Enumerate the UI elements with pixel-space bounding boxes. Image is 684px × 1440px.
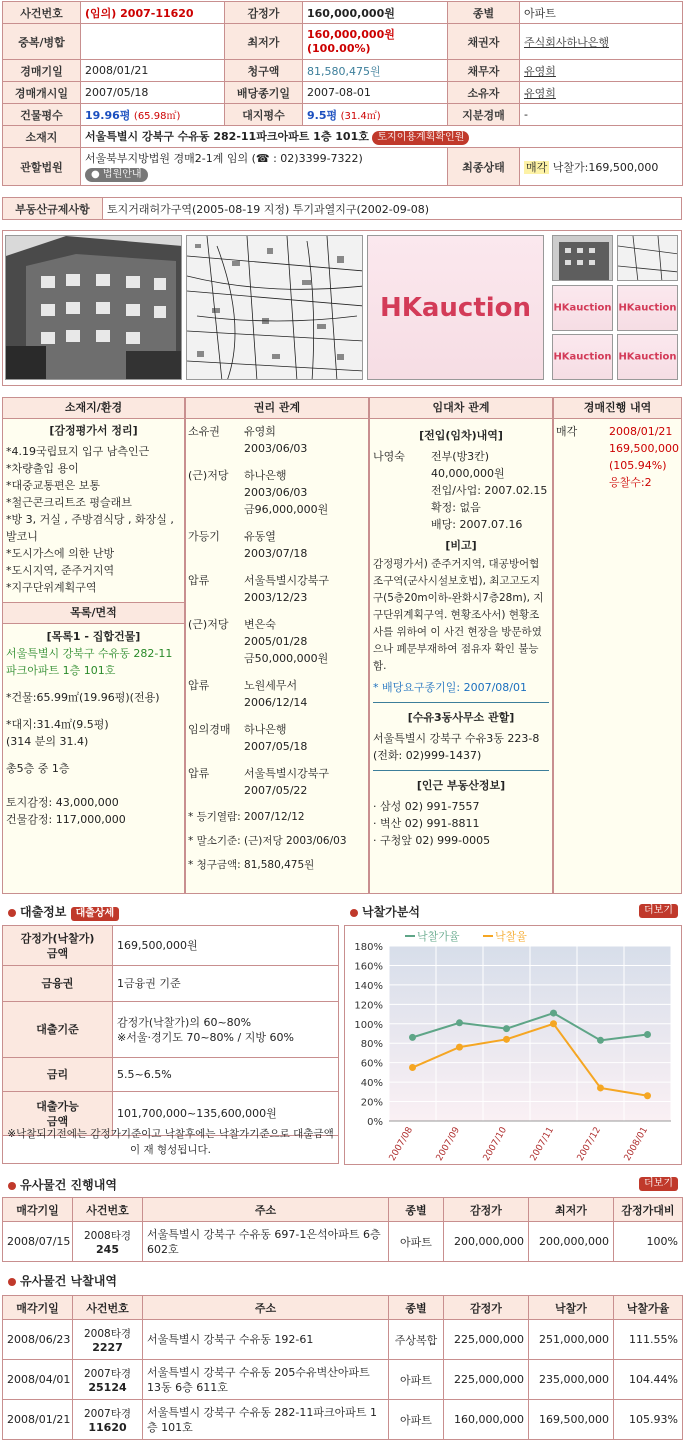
date-cell: 2008/06/23	[3, 1320, 73, 1360]
y-tick-label: 20%	[360, 1097, 383, 1109]
rights-note: * 청구금액: 81,580,475원	[188, 859, 315, 871]
rights-kind: (근)저당	[188, 469, 229, 482]
y-tick-label: 80%	[360, 1039, 383, 1051]
column-header: 최저가	[529, 1198, 614, 1222]
tenant-line: 전입/사업: 2007.02.15	[431, 484, 548, 497]
rights-detail	[244, 572, 329, 606]
case-no: 11620	[88, 1420, 127, 1434]
land-use-plan-button[interactable]: 토지이용계획확인원	[372, 131, 469, 145]
rights-kind: 압류	[188, 767, 210, 780]
court-label: 관할법원	[3, 148, 81, 186]
address-cell[interactable]: 서울특별시 강북구 수유동 205수유벽산아파트 13동 6층 611호	[143, 1360, 389, 1400]
deadline-label: 배당종기일	[225, 82, 303, 104]
agent-item: · 구청앞 02) 999-0005	[373, 834, 491, 847]
loan-value: 감정가(낙찰가)의 60~80% ※서울·경기도 70~80% / 지방 60%	[113, 1002, 339, 1058]
loan-label: 대출기준	[3, 1002, 113, 1058]
type-cell: 아파트	[389, 1400, 444, 1440]
data-point	[597, 1037, 604, 1044]
rights-line: 유동열	[244, 530, 276, 543]
x-tick-label: 2007/10	[481, 1125, 510, 1163]
land-area: 9.5평 (31.4㎡)	[303, 104, 448, 126]
y-tick-label: 0%	[367, 1117, 383, 1128]
loan-label: 대출가능 금액	[3, 1092, 113, 1136]
case-year: 2007타경	[83, 1407, 131, 1420]
type-cell: 아파트	[389, 1360, 444, 1400]
bullet-icon	[350, 909, 358, 917]
type-value: 아파트	[520, 2, 683, 24]
case-cell[interactable]	[73, 1360, 143, 1400]
address-cell[interactable]: 서울특별시 강북구 수유동 192-61	[143, 1320, 389, 1360]
rights-line: 서울특별시강북구	[244, 767, 330, 780]
column-header: 낙찰가	[529, 1296, 614, 1320]
rights-line: 2003/06/03	[244, 442, 308, 455]
column-header: 감정가대비	[614, 1198, 683, 1222]
y-tick-label: 160%	[354, 961, 383, 973]
dividend-deadline: * 배당요구종기일: 2007/08/01	[373, 681, 527, 694]
loan-section-title: 대출정보 대출상세	[8, 904, 119, 921]
loan-value: 101,700,000~135,600,000원	[113, 1092, 339, 1136]
y-tick-label: 40%	[360, 1078, 383, 1090]
case-number-label: 사건번호	[3, 2, 81, 24]
area-land: *대지:31.4㎡(9.5평)	[6, 718, 109, 731]
rights-line: 2003/12/23	[244, 591, 308, 604]
summary-table	[2, 1, 683, 186]
land-appraisal: 토지감정: 43,000,000	[6, 796, 119, 809]
loan-detail-button[interactable]: 대출상세	[71, 907, 120, 921]
data-point	[503, 1036, 510, 1043]
building-area-label: 건물평수	[3, 104, 81, 126]
agents-list	[373, 798, 549, 849]
data-point	[597, 1084, 604, 1091]
owner-label: 소유자	[448, 82, 520, 104]
thumb-2[interactable]	[617, 235, 678, 281]
env-item: *철근콘크리트조 평슬래브	[6, 496, 132, 509]
rights-header: 권리 관계	[185, 397, 369, 419]
thumb-5[interactable]: HKauction	[552, 334, 613, 380]
rate-cell: 104.44%	[614, 1360, 683, 1400]
rights-row	[188, 721, 366, 755]
area-share: (314 분의 31.4)	[6, 735, 89, 748]
loan-label: 감정가(낙찰가) 금액	[3, 926, 113, 966]
loan-row	[3, 926, 339, 966]
regulation-value: 토지거래허가구역(2005-08-19 지정) 투기과열지구(2002-09-08)	[103, 198, 682, 220]
map-photo[interactable]	[186, 235, 363, 380]
legend-label: 낙찰율	[495, 930, 527, 943]
column-header: 매각기일	[3, 1198, 73, 1222]
share-auction-label: 지분경매	[448, 104, 520, 126]
legend-label: 낙찰가율	[417, 930, 460, 943]
min-price: 160,000,000원 (100.00%)	[303, 24, 448, 60]
thumb-4[interactable]: HKauction	[617, 285, 678, 331]
similar-section-title: 유사물건 진행내역	[8, 1177, 117, 1193]
data-point	[550, 1020, 557, 1027]
progress-kind: 매각	[556, 425, 578, 438]
column-header: 사건번호	[73, 1198, 143, 1222]
rights-line: 2007/05/18	[244, 740, 308, 753]
regulation-row	[2, 197, 682, 220]
loan-value: 169,500,000원	[113, 926, 339, 966]
data-point	[503, 1025, 510, 1032]
env-item: *도시지역, 준주거지역	[6, 564, 115, 577]
x-tick-label: 2008/01	[622, 1125, 651, 1163]
rights-kind: 압류	[188, 679, 210, 692]
table-row[interactable]	[3, 1222, 683, 1262]
data-point	[644, 1031, 651, 1038]
creditor-link[interactable]: 주식회사하나은행	[520, 24, 683, 60]
rights-detail	[244, 423, 307, 457]
debtor-link[interactable]: 유영희	[520, 60, 683, 82]
env-title: [감정평가서 정리]	[49, 424, 138, 437]
price-cell: 235,000,000	[529, 1360, 614, 1400]
office-info: 서울특별시 강북구 수유3동 223-8 (전화: 02)999-1437)	[373, 732, 540, 762]
agent-item: · 벽산 02) 991-8811	[373, 817, 480, 830]
creditor-label: 채권자	[448, 24, 520, 60]
progress-detail: 2008/01/21 169,500,000 (105.94%) 응찰수:2	[609, 425, 679, 489]
rate-cell: 100%	[614, 1222, 683, 1262]
rights-line: 노원세무서	[244, 679, 298, 692]
bid-rate-chart	[345, 926, 681, 1164]
building-area: 19.96평 (65.98㎡)	[81, 104, 225, 126]
building-photo-icon	[6, 236, 182, 380]
rights-row	[188, 677, 366, 711]
case-number: (임의) 2007-11620	[81, 2, 225, 24]
rights-line: 유영희	[244, 425, 276, 438]
data-point	[456, 1044, 463, 1051]
bullet-icon	[8, 1182, 16, 1190]
case-no: 245	[96, 1242, 119, 1256]
tenant-name: 나영숙	[373, 450, 405, 463]
tenant-line: 40,000,000원	[431, 467, 505, 480]
thumb-map-icon	[618, 236, 678, 281]
x-tick-label: 2007/08	[387, 1125, 416, 1163]
rights-detail	[244, 765, 329, 799]
case-cell[interactable]	[73, 1320, 143, 1360]
tenant-details	[431, 448, 547, 533]
column-header: 사건번호	[73, 1296, 143, 1320]
bullet-icon	[8, 909, 16, 917]
appraisal-value: 160,000,000원	[303, 2, 448, 24]
rights-row	[188, 616, 366, 667]
info-icon: ●	[91, 169, 100, 180]
tenant-line: 배당: 2007.07.16	[431, 518, 523, 531]
column-header: 주소	[143, 1198, 389, 1222]
address-cell[interactable]: 서울특별시 강북구 수유동 697-1은석아파트 6층 602호	[143, 1222, 389, 1262]
loan-note: ※낙찰되기전에는 감정가기준이고 낙찰후에는 낙찰가기준으로 대출금액이 재 형성됩니다.	[2, 1124, 339, 1164]
type-cell: 주상복합	[389, 1320, 444, 1360]
progress-column	[553, 419, 682, 894]
case-no: 2227	[92, 1340, 123, 1354]
data-point	[456, 1019, 463, 1026]
thumb-6[interactable]: HKauction	[617, 334, 678, 380]
price-cell: 169,500,000	[529, 1400, 614, 1440]
rate-cell: 105.93%	[614, 1400, 683, 1440]
column-header: 감정가	[444, 1198, 529, 1222]
x-tick-label: 2007/11	[528, 1125, 557, 1163]
location: 서울특별시 강북구 수유동 282-11파크아파트 1층 101호 토지이용계획확인원	[81, 126, 683, 148]
env-column	[2, 419, 185, 894]
decision-date-label: 경매개시일	[3, 82, 81, 104]
dup-value	[81, 24, 225, 60]
sold-section-title: 유사물건 낙찰내역	[8, 1273, 117, 1289]
rights-note: * 말소기준: (근)저당 2003/06/03	[188, 835, 347, 847]
hkauction-logo: HKauction	[379, 292, 532, 323]
rights-line: 2006/12/14	[244, 696, 308, 709]
y-tick-label: 120%	[354, 1000, 383, 1012]
claim-label: 청구액	[225, 60, 303, 82]
case-no: 25124	[88, 1380, 127, 1394]
rights-line: 금50,000,000원	[244, 652, 329, 665]
loan-row	[3, 966, 339, 1002]
area-building: *건물:65.99㎡(19.96평)(전용)	[6, 691, 160, 704]
type-label: 종별	[448, 2, 520, 24]
type-cell: 아파트	[389, 1222, 444, 1262]
rights-line: 2003/06/03	[244, 486, 308, 499]
lease-title: [전입(임차)내역]	[419, 429, 503, 442]
address-cell[interactable]: 서울특별시 강북구 수유동 282-11파크아파트 1층 101호	[143, 1400, 389, 1440]
similar-table	[2, 1197, 683, 1262]
rights-detail	[244, 677, 307, 711]
appraisal-cell: 200,000,000	[444, 1222, 529, 1262]
loan-label: 금융권	[3, 966, 113, 1002]
data-point	[409, 1064, 416, 1071]
rights-line: 하나은행	[244, 723, 287, 736]
photo-placeholder-main[interactable]	[367, 235, 544, 380]
appraisal-cell: 225,000,000	[444, 1320, 529, 1360]
land-area-label: 대지평수	[225, 104, 303, 126]
similar-more-button[interactable]: 더보기	[639, 1177, 678, 1191]
appraisal-cell: 225,000,000	[444, 1360, 529, 1400]
data-point	[644, 1092, 651, 1099]
data-point	[409, 1034, 416, 1041]
x-tick-label: 2007/12	[575, 1125, 604, 1163]
rights-kind: 소유권	[188, 425, 220, 438]
agent-item: · 삼성 02) 991-7557	[373, 800, 480, 813]
area-address: 서울특별시 강북구 수유동 282-11파크아파트 1층 101호	[6, 647, 173, 677]
court-info-button[interactable]: ● 법원안내	[85, 168, 148, 182]
rights-row	[188, 765, 366, 799]
chart-frame	[344, 925, 682, 1165]
price-cell: 251,000,000	[529, 1320, 614, 1360]
env-item: *도시가스에 의한 난방	[6, 547, 115, 560]
case-cell[interactable]	[73, 1400, 143, 1440]
rights-row	[188, 467, 366, 518]
y-tick-label: 60%	[360, 1058, 383, 1070]
case-year: 2008타경	[83, 1229, 131, 1242]
lease-column	[369, 419, 553, 894]
rights-line: 금96,000,000원	[244, 503, 329, 516]
building-appraisal: 건물감정: 117,000,000	[6, 813, 126, 826]
rights-kind: 압류	[188, 574, 210, 587]
rights-kind: 가등기	[188, 530, 220, 543]
location-label: 소재지	[3, 126, 81, 148]
tenant-line: 전부(방3칸)	[431, 450, 490, 463]
rights-column	[185, 419, 369, 894]
rights-detail	[244, 721, 307, 755]
date-cell: 2008/04/01	[3, 1360, 73, 1400]
share-auction-value: -	[520, 104, 683, 126]
auction-date: 2008/01/21	[81, 60, 225, 82]
lease-header: 임대차 관계	[369, 397, 553, 419]
thumb-1[interactable]	[552, 235, 613, 281]
table-row[interactable]	[3, 1320, 683, 1360]
rights-line: 2005/01/28	[244, 635, 308, 648]
office-title: [수유3동사무소 관할]	[407, 711, 515, 724]
loan-row	[3, 1058, 339, 1092]
debtor-label: 채무자	[448, 60, 520, 82]
column-header: 종별	[389, 1296, 444, 1320]
rights-detail	[244, 467, 328, 518]
chart-more-button[interactable]: 더보기	[639, 904, 678, 918]
tenant-line: 확정: 없음	[431, 501, 481, 514]
agents-title: [인근 부동산정보]	[416, 779, 506, 792]
y-tick-label: 180%	[354, 942, 383, 953]
thumb-building-icon	[553, 236, 613, 281]
column-header: 종별	[389, 1198, 444, 1222]
case-year: 2008타경	[83, 1327, 131, 1340]
env-list	[6, 443, 181, 596]
y-tick-label: 100%	[354, 1019, 383, 1031]
area-header: 목록/면적	[3, 602, 184, 624]
rate-cell: 111.55%	[614, 1320, 683, 1360]
loan-row	[3, 1002, 339, 1058]
loan-value: 1금융권 기준	[113, 966, 339, 1002]
env-item: *대중교통편은 보통	[6, 479, 101, 492]
sold-table	[2, 1295, 683, 1440]
rights-detail	[244, 616, 328, 667]
rights-line: 서울특별시강북구	[244, 574, 330, 587]
case-year: 2007타경	[83, 1367, 131, 1380]
deadline-date: 2007-08-01	[303, 82, 448, 104]
owner-link[interactable]: 유영희	[520, 82, 683, 104]
final-status: 매각 낙찰가:169,500,000	[520, 148, 683, 186]
env-header: 소재지/환경	[2, 397, 185, 419]
rights-row	[188, 572, 366, 606]
y-tick-label: 140%	[354, 980, 383, 992]
rights-line: 변은숙	[244, 618, 276, 631]
loan-value: 5.5~6.5%	[113, 1058, 339, 1092]
area-title: [목록1 - 집합건물]	[46, 630, 141, 643]
auction-date-label: 경매기일	[3, 60, 81, 82]
date-cell: 2008/07/15	[3, 1222, 73, 1262]
min-price-label: 최저가	[225, 24, 303, 60]
memo-text: 감정평가서) 준주거지역, 대공방어협조구역(군사시설보호법), 최고고도지구(5층20m이하-완화시7층28m), 지구단위계획구역. 현황조사서) 현황조사를 위하여 이 사건 현장을 방문하였으나 폐문부재하여 점유자 확인 불능함.	[373, 558, 544, 672]
table-row[interactable]	[3, 1360, 683, 1400]
appraisal-label: 감정가	[225, 2, 303, 24]
env-item: *차량출입 용이	[6, 462, 79, 475]
bullet-icon	[8, 1278, 16, 1286]
min-cell: 200,000,000	[529, 1222, 614, 1262]
case-cell[interactable]	[73, 1222, 143, 1262]
env-item: *4.19국립묘지 입구 남측인근	[6, 445, 150, 458]
regulation-label: 부동산규제사항	[3, 198, 103, 220]
env-item: *방 3, 거실 , 주방겸식당 , 화장실 , 발코니	[6, 513, 174, 543]
loan-table	[2, 925, 339, 1136]
area-floors: 총5층 중 1층	[6, 762, 70, 775]
rights-line: 2007/05/22	[244, 784, 308, 797]
decision-date: 2007/05/18	[81, 82, 225, 104]
column-header: 매각기일	[3, 1296, 73, 1320]
final-status-label: 최종상태	[448, 148, 520, 186]
appraisal-cell: 160,000,000	[444, 1400, 529, 1440]
rights-row	[188, 528, 366, 562]
progress-header: 경매진행 내역	[553, 397, 682, 419]
loan-label: 금리	[3, 1058, 113, 1092]
rights-detail	[244, 528, 307, 562]
rights-kind: (근)저당	[188, 618, 229, 631]
thumb-3[interactable]: HKauction	[552, 285, 613, 331]
rights-row	[188, 423, 366, 457]
rights-line: 하나은행	[244, 469, 287, 482]
data-point	[550, 1010, 557, 1017]
env-item: *지구단위계획구역	[6, 581, 97, 594]
court: 서울북부지방법원 경매2-1계 임의 (☎ : 02)3399-7322) ● 법원안내	[81, 148, 448, 186]
rights-line: 2003/07/18	[244, 547, 308, 560]
lease-entry	[373, 448, 549, 533]
column-header: 감정가	[444, 1296, 529, 1320]
table-row[interactable]	[3, 1400, 683, 1440]
rights-kind: 임의경매	[188, 723, 231, 736]
column-header: 주소	[143, 1296, 389, 1320]
main-photo[interactable]	[5, 235, 182, 380]
date-cell: 2008/01/21	[3, 1400, 73, 1440]
column-header: 낙찰가율	[614, 1296, 683, 1320]
x-tick-label: 2007/09	[434, 1125, 463, 1163]
map-icon	[187, 236, 363, 380]
dup-label: 중복/병합	[3, 24, 81, 60]
rights-note: * 등기열람: 2007/12/12	[188, 811, 305, 823]
memo-title: [비고]	[445, 539, 477, 552]
chart-section-title: 낙찰가분석	[350, 904, 420, 920]
claim-amount: 81,580,475원	[303, 60, 448, 82]
